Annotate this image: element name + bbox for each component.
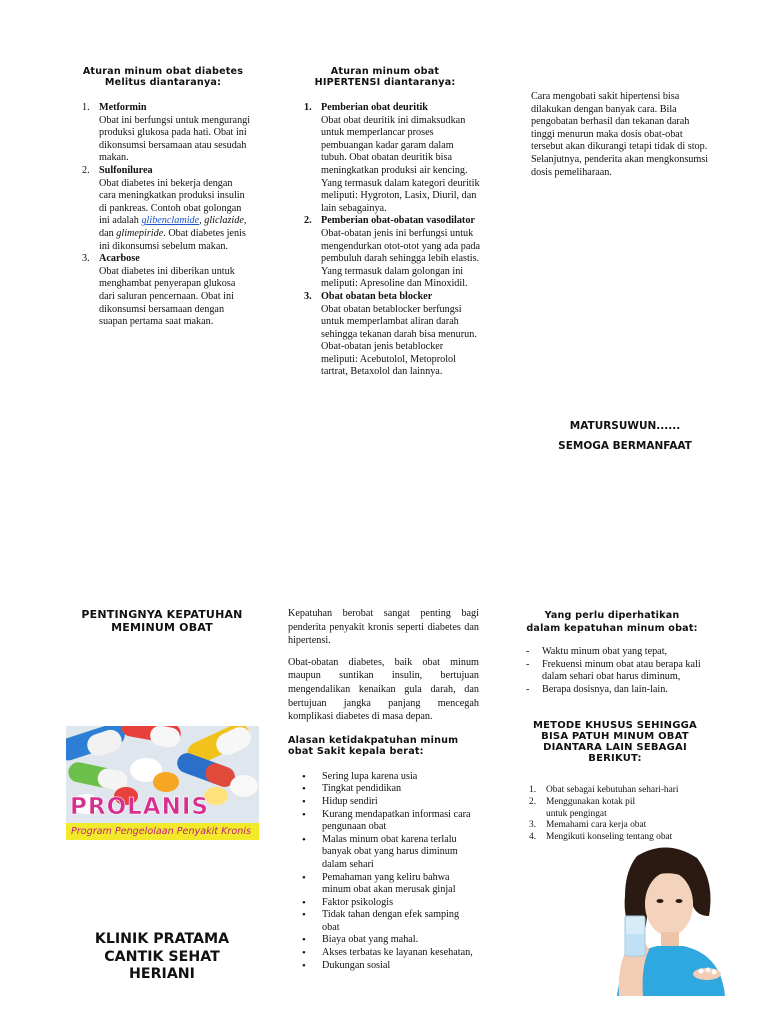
diabetes-drug-list [82, 102, 252, 329]
special-methods-list [529, 785, 719, 844]
title-line: MEMINUM OBAT [111, 620, 213, 634]
list-item [529, 785, 719, 797]
list-number: 3. [82, 253, 90, 265]
heading-line: BERIKUT: [588, 753, 642, 764]
item-text: Obat ini berfungsi untuk mengurangi produksi glukosa pada hati. Obat ini dikonsumsi bersamaan atau sesudah makan. [99, 114, 251, 164]
treatment-paragraph: Cara mengobati sakit hipertensi bisa dilakukan dengan banyak cara. Bila pengobatan berhasil dan tekanan darah tinggi menurun maka dosis obat-obat tersebut akan dikurangi tetapi tidak di stop. Selanjutnya, penderita akan mengkonsumsi dosis pemeliharaan. [531, 91, 709, 178]
list-item [82, 253, 252, 329]
glibenclamide-link[interactable]: glibenclamide [141, 215, 200, 227]
title-line: Aturan minum obat [330, 66, 440, 77]
item-title: Sulfonilurea [99, 164, 153, 176]
item-title: Acarbose [99, 253, 140, 265]
list-item: • Tidak tahan dengan efek samping obat [288, 909, 479, 934]
title-line: Melitus diantaranya: [104, 77, 222, 88]
title-line: Aturan minum obat diabetes [82, 66, 244, 77]
clinic-name-line: HERIANI [129, 966, 195, 982]
list-item: • Dukungan sosial [288, 960, 479, 973]
list-item: • Biaya obat yang mahal. [288, 934, 479, 947]
item-text: Obat sebagai kebutuhan sehari-hari [546, 785, 679, 795]
prolanis-banner [66, 726, 259, 840]
item-text: Obat obatan betablocker berfungsi untuk memperlambat aliran darah sehingga tekanan darah bisa menurun. Obat-obatan jenis betablocker meliputi: Acebutolol, Metoprolol tartrat, Betaxolol dan lainnya. [321, 303, 477, 378]
panel-title [74, 66, 252, 88]
special-methods-heading [520, 720, 710, 764]
text-part: . Obat diabetes jenis ini dikonsumsi sebelum makan. [99, 227, 246, 252]
emphasis-text: gliclazide [204, 215, 244, 227]
item-title: Metformin [99, 102, 147, 113]
heading-line: BISA PATUH MINUM OBAT [541, 731, 689, 742]
clinic-name-line: KLINIK PRATAMA [94, 931, 230, 947]
heading-line: DIANTARA LAIN SEBAGAI [543, 742, 687, 753]
diabetes-drugs-paragraph: Obat-obatan diabetes, baik obat minum maupun suntikan insulin, bertujuan mengendalikan kenaikan gula darah, dan bertujuan jangka panjang mencegah komplikasi diabetes di masa depan. [288, 656, 479, 723]
text-part: , [199, 215, 202, 227]
title-line: Yang perlu diperhatikan [544, 610, 680, 621]
list-number: 1. [82, 102, 90, 113]
item-text: Obat-obatan jenis ini berfungsi untuk mengendurkan otot-otot yang ada pada pembuluh darah sehingga lebih elastis. Yang termasuk dalam golongan ini meliputi: Apresoline dan Minoxidil. [321, 227, 480, 290]
nonadherence-heading [288, 735, 479, 757]
woman-drinking-water-image [597, 846, 737, 996]
panel-title-attention [512, 610, 712, 634]
list-number: 2. [304, 215, 312, 227]
list-item [82, 165, 252, 253]
clinic-name-line: CANTIK SEHAT [104, 948, 220, 965]
heading-line: Alasan ketidakpatuhan minum [288, 734, 459, 746]
emphasis-text: glimepiride [116, 227, 164, 239]
closing-thanks: MATURSUWUN...... [569, 420, 681, 432]
item-title: Pemberian obat deuritik [321, 102, 428, 113]
list-item [529, 832, 719, 844]
list-item [304, 102, 480, 215]
list-item: - Waktu minum obat yang tepat, [522, 646, 712, 659]
list-item: • Kurang mendapatkan informasi cara pengunaan obat [288, 809, 479, 834]
list-number: 1. [529, 785, 537, 795]
attention-points-list [522, 646, 712, 696]
list-number: 4. [529, 832, 537, 843]
list-item [82, 102, 252, 165]
panel-title-adherence [66, 609, 258, 634]
nonadherence-reasons-list [288, 771, 479, 973]
item-text: Obat diabetes ini diberikan untuk menghambat penyerapan glukosa dari saluran pencernaan. Obat ini dikonsumsi bersamaan dengan suapan pertama saat makan. [99, 265, 236, 328]
heading-line: METODE KHUSUS SEHINGGA [532, 720, 697, 731]
prolanis-caption: Program Pengelolaan Penyakit Kronis [66, 823, 259, 840]
item-text: Memahami cara kerja obat [546, 820, 647, 831]
list-item [304, 291, 480, 379]
list-item: - Frekuensi minum obat atau berapa kali dalam sehari obat harus diminum, [522, 659, 712, 684]
item-text: Obat obat deuritik ini dimaksudkan untuk memperlancar proses pembuangan kadar garam dalam tubuh. Obat obatan deuritik bisa meningkatkan produksi air kencing. Yang termasuk dalam kategori deuritik meliputi: Hygroton, Lasix, Diuril, dan lain sebagainya. [321, 114, 480, 214]
title-line: PENTINGNYA KEPATUHAN [81, 608, 243, 621]
item-text: Menggunakan kotak pil untuk pengingat [546, 796, 636, 819]
list-item: • Hidup sendiri [288, 796, 479, 809]
list-item: - Berapa dosisnya, dan lain-lain. [522, 684, 712, 697]
list-number: 1. [304, 102, 312, 113]
list-item: • Malas minum obat karena terlalu banyak obat yang harus diminum dalam sehari [288, 834, 479, 872]
list-item [304, 215, 480, 291]
title-line: HIPERTENSI diantaranya: [314, 77, 456, 88]
hypertension-drug-list [304, 102, 480, 379]
list-number: 3. [529, 820, 537, 831]
item-text [99, 178, 252, 254]
list-item: • Tingkat pendidikan [288, 783, 479, 796]
list-item [529, 820, 719, 832]
panel-diabetes-rules [74, 66, 252, 329]
list-item: • Sering lupa karena usia [288, 771, 479, 784]
panel-hypertension-treatment [531, 91, 709, 179]
panel-adherence-info [288, 607, 479, 972]
list-item [529, 797, 719, 821]
list-item: • Akses terbatas ke layanan kesehatan, [288, 947, 479, 960]
text-part: , dan [99, 215, 247, 239]
list-number: 2. [82, 164, 90, 176]
panel-title [290, 66, 480, 88]
prolanis-brand: PROLANIS [70, 794, 209, 820]
adherence-paragraph: Kepatuhan berobat sangat penting bagi penderita penyakit kronis seperti diabetes dan hipertensi. [288, 608, 479, 647]
item-title: Pemberian obat-obatan vasodilator [321, 215, 475, 227]
list-number: 3. [304, 290, 312, 302]
list-item: • Faktor psikologis [288, 897, 479, 910]
list-item: • Pemahaman yang keliru bahwa minum obat akan merusak ginjal [288, 872, 479, 897]
closing-wishes: SEMOGA BERMANFAAT [558, 440, 692, 452]
clinic-name [66, 931, 258, 984]
item-title: Obat obatan beta blocker [321, 290, 433, 302]
list-number: 2. [529, 796, 537, 807]
text-part: Obat diabetes ini bekerja dengan cara meningkatkan produksi insulin di pankreas. Contoh obat golongan ini adalah [99, 177, 245, 227]
panel-hypertension-rules [290, 66, 480, 379]
title-line: dalam kepatuhan minum obat: [526, 623, 698, 634]
heading-line: obat Sakit kepala berat: [288, 745, 424, 757]
item-text: Mengikuti konseling tentang obat [546, 832, 673, 843]
